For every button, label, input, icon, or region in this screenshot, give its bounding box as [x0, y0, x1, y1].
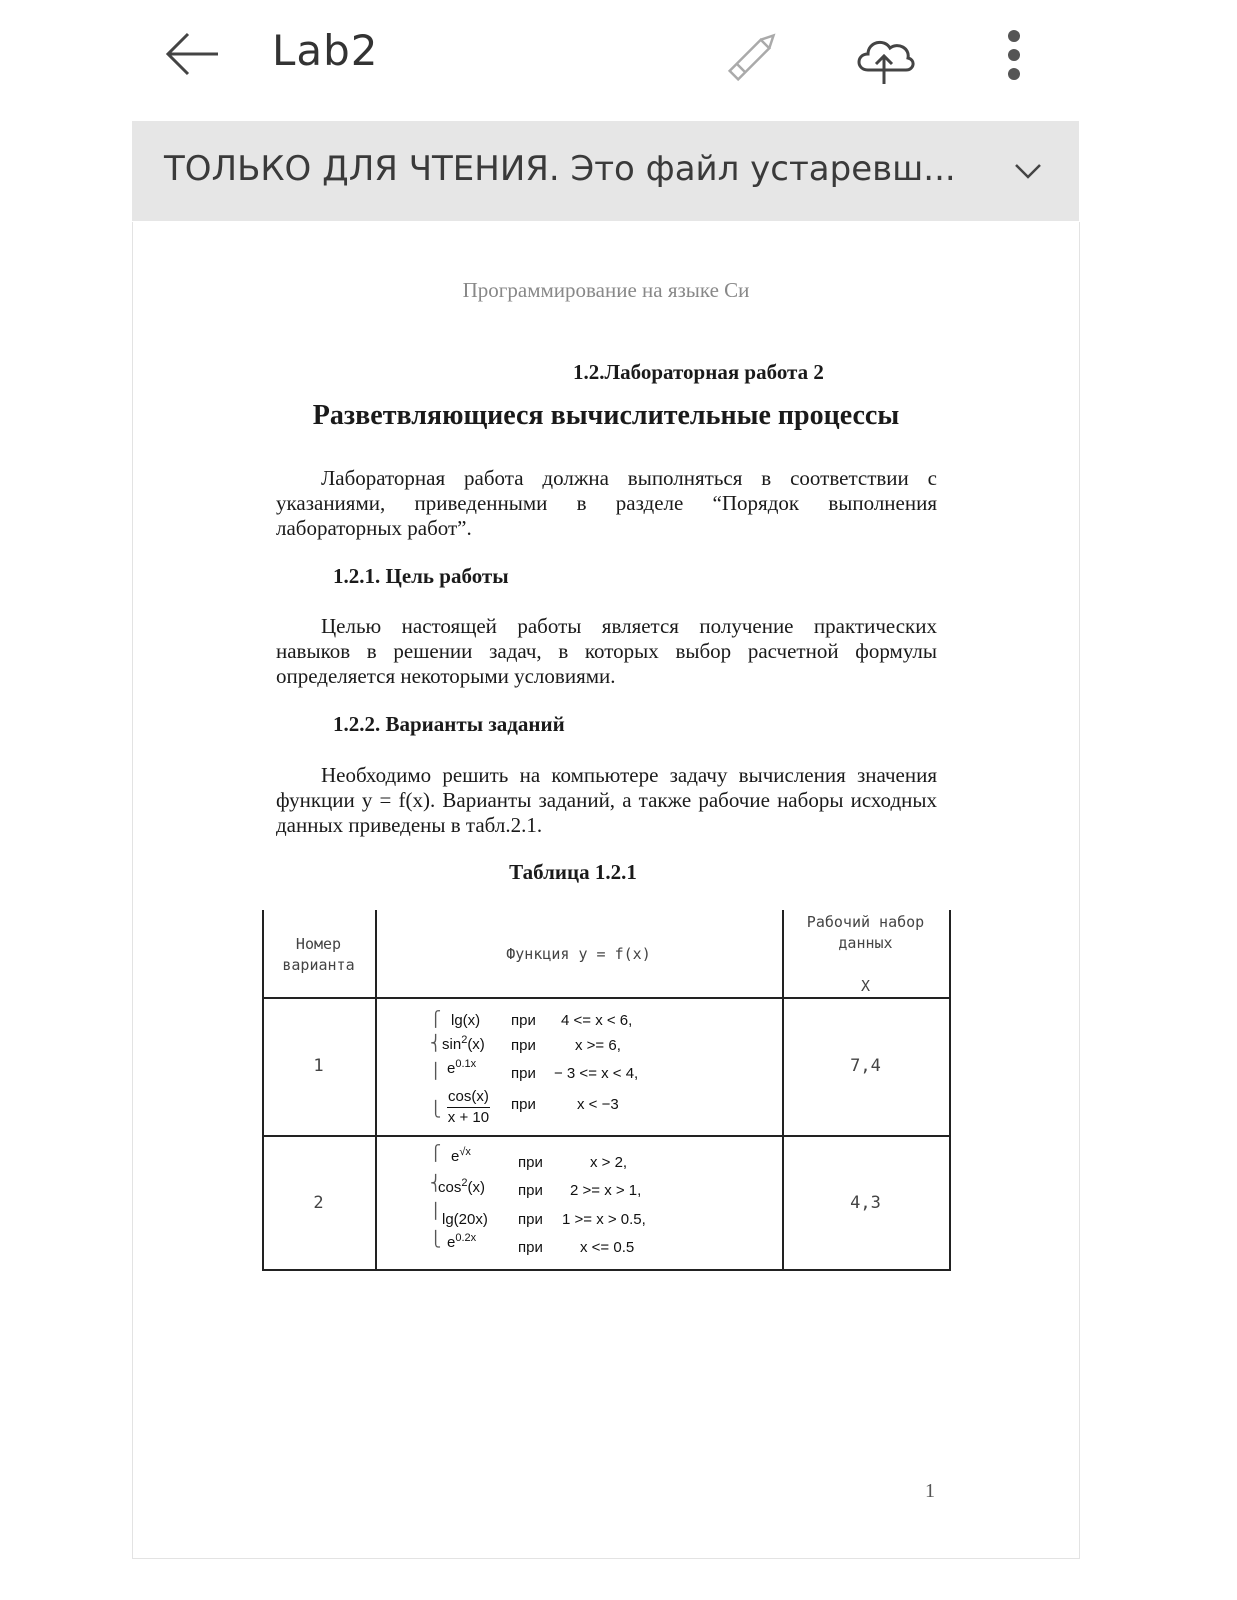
variants-table: [262, 910, 950, 1271]
header-variant: [262, 934, 375, 976]
piece-condition: 1 >= x > 0.5,: [562, 1211, 646, 1228]
piece-function: $e^{√x}$: [451, 1146, 471, 1165]
piece-pri: при: [518, 1154, 543, 1171]
piece-pri: при: [518, 1211, 543, 1228]
brace-glyph: ⎨: [430, 1035, 442, 1052]
variants-paragraph: Необходимо решить на компьютере задачу вычисления значения функции y = f(x). Варианты заданий, а также рабочие наборы исходных данных приведены в табл.2.1.: [276, 763, 937, 837]
pencil-icon: [718, 24, 788, 88]
piece-pri: при: [511, 1065, 536, 1082]
brace-glyph: ⎩: [430, 1231, 442, 1248]
piece-fraction: [447, 1087, 490, 1128]
header-dataset-line1: Рабочий набор: [806, 913, 925, 931]
piece-function: $e^{0.2x}$: [447, 1232, 477, 1251]
piece-pri: при: [511, 1037, 536, 1054]
more-vertical-icon: [994, 24, 1034, 88]
brace-glyph: ⎩: [430, 1101, 442, 1118]
header-dataset-line2: данных: [838, 934, 893, 952]
piece-condition: x <= 0.5: [580, 1239, 635, 1256]
brace-glyph: ⎧: [430, 1011, 442, 1028]
chevron-down-icon[interactable]: [1010, 153, 1046, 189]
header-dataset: [782, 912, 949, 954]
table-divider: [782, 910, 784, 1271]
edit-button[interactable]: [718, 24, 788, 88]
running-head: Программирование на языке Си: [462, 278, 750, 302]
piece-condition: x < −3: [577, 1096, 619, 1113]
header-function: Функция y = f(x): [506, 945, 651, 963]
brace-glyph: ⎨: [430, 1175, 442, 1192]
table-divider: [262, 1135, 950, 1137]
piece-condition: 2 >= x > 1,: [570, 1182, 642, 1199]
piece-function: $e^{0.1x}$: [447, 1058, 477, 1077]
brace-glyph: ⎧: [430, 1145, 442, 1162]
variant-number: 1: [313, 1056, 324, 1076]
read-only-banner-text: ТОЛЬКО ДЛЯ ЧТЕНИЯ. Это файл устаревш...: [164, 149, 956, 189]
fraction-denominator: x + 10: [447, 1109, 490, 1126]
table-caption: Таблица 1.2.1: [509, 860, 637, 884]
lab-number: 1.2.Лабораторная работа 2: [573, 360, 824, 384]
table-divider: [262, 997, 950, 999]
brace-glyph: ⎪: [430, 1063, 442, 1080]
intro-paragraph: Лабораторная работа должна выполняться в соответствии с указаниями, приведенными в разделе “Порядок выполнения лабораторных работ”.: [276, 466, 937, 540]
more-options-button[interactable]: [994, 24, 1034, 88]
fraction-numerator: cos(x): [447, 1087, 490, 1108]
table-border: [949, 910, 951, 1271]
variant-number: 2: [313, 1193, 324, 1213]
header-variant-line2: варианта: [282, 956, 355, 974]
document-title: Lab2: [272, 26, 379, 75]
arrow-left-icon: [160, 22, 224, 86]
piece-condition: − 3 <= x < 4,: [554, 1065, 639, 1082]
header-dataset-x: X: [860, 977, 871, 995]
piece-function: lg(x): [451, 1012, 481, 1029]
back-button[interactable]: [160, 22, 224, 86]
read-only-banner[interactable]: [132, 121, 1079, 221]
piece-function: lg(20x): [442, 1211, 488, 1228]
piece-pri: при: [511, 1096, 536, 1113]
table-border: [262, 1269, 950, 1271]
section-heading-goal: 1.2.1. Цель работы: [333, 564, 509, 588]
app-bar: [0, 0, 1237, 118]
piece-pri: при: [511, 1012, 536, 1029]
piece-pri: при: [518, 1182, 543, 1199]
piece-function: $\cos^2(x)$: [438, 1177, 485, 1196]
upload-button[interactable]: [850, 26, 920, 90]
piece-function: $\sin^2(x)$: [442, 1034, 485, 1053]
piece-pri: при: [518, 1239, 543, 1256]
piece-condition: x > 2,: [590, 1154, 628, 1171]
header-variant-line1: Номер: [295, 935, 342, 953]
dataset-value: 7,4: [850, 1056, 881, 1076]
piece-condition: x >= 6,: [575, 1037, 621, 1054]
page-number: 1: [925, 1480, 935, 1502]
document-page: [132, 222, 1080, 1559]
brace-glyph: ⎪: [430, 1203, 442, 1220]
dataset-value: 4,3: [850, 1193, 881, 1213]
section-heading-variants: 1.2.2. Варианты заданий: [333, 712, 565, 736]
cloud-upload-icon: [850, 26, 920, 90]
goal-paragraph: Целью настоящей работы является получение практических навыков в решении задач, в которых выбор расчетной формулы определяется некоторыми условиями.: [276, 614, 937, 688]
lab-title: Разветвляющиеся вычислительные процессы: [312, 400, 900, 431]
piece-condition: 4 <= x < 6,: [561, 1012, 633, 1029]
